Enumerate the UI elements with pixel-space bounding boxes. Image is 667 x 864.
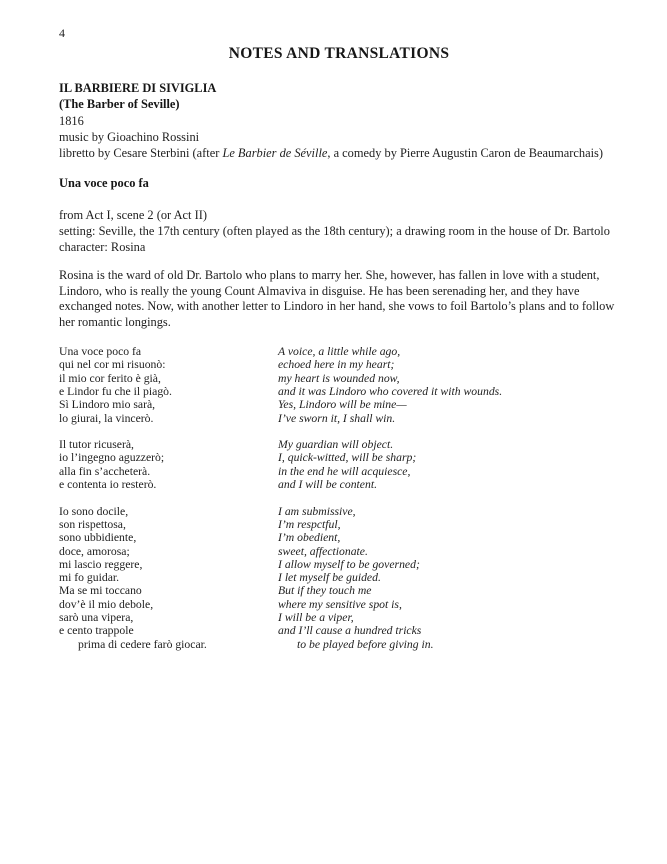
lyric-line-english: and I will be content. [278,478,378,492]
aria-character-line: character: Rosina [59,240,146,255]
lyric-line-english: I am submissive, [278,504,356,518]
lyric-line-english: I’m respctful, [278,517,341,531]
stanza-english-translation-column [278,505,434,651]
page-title: NOTES AND TRANSLATIONS [228,45,450,62]
lyric-line-english: in the end he will acquiesce, [278,464,411,478]
stanza-italian-column [59,345,278,425]
lyric-line-english: But if they touch me [278,584,372,598]
lyric-line-english: I will be a viper, [278,611,354,625]
lyric-line-english: I let myself be guided. [278,571,381,585]
work-libretto-credit [59,145,619,161]
aria-details-block [59,207,619,255]
lyric-line-english: where my sensitive spot is, [278,597,402,611]
lyric-stanza [59,505,619,651]
lyric-line-italian: e cento trappole [59,624,134,638]
lyric-line-italian: mi fo guidar. [59,571,120,585]
libretto-credit-prefix: libretto by Cesare Sterbini (after [59,146,223,161]
work-year: 1816 [59,113,84,128]
lyric-line-italian: son rispettosa, [59,517,126,531]
lyric-line-italian: Ma se mi toccano [59,584,142,598]
lyric-line-english: I allow myself to be governed; [278,557,420,571]
lyric-stanza [59,438,619,491]
stanza-english-translation-column [278,345,502,425]
lyrics-translation-block [59,345,619,651]
work-heading-block [59,80,619,161]
lyric-line-english: echoed here in my heart; [278,358,395,372]
lyric-line-italian: alla fin s’accheterà. [59,464,151,478]
lyric-line-italian: doce, amorosa; [59,544,130,558]
aria-setting-line: setting: Seville, the 17th century (often played as the 18th century); a drawing room in the house of Dr. Bartolo [59,224,610,239]
lyric-line-italian: e contenta io resterò. [59,478,157,492]
lyric-line-english: I’m obedient, [278,531,341,545]
lyric-line-english: I, quick-witted, will be sharp; [278,451,417,465]
lyric-line-italian: lo giurai, la vincerò. [59,411,154,425]
lyric-line-italian: Il tutor ricuserà, [59,438,134,452]
lyric-line-english: and I’ll cause a hundred tricks [278,624,422,638]
lyric-line-english: and it was Lindoro who covered it with wounds. [278,385,503,398]
lyric-line-italian: e Lindor fu che il piagò. [59,385,172,398]
aria-synopsis: Rosina is the ward of old Dr. Bartolo who plans to marry her. She, however, has fallen in love with a student, Lindoro, who is really the young Count Almaviva in disguise. He has been serenading her, and they have exchanged notes. Now, with another letter to Lindoro in her hand, she vows to foil Bartolo’s plans and to follow her romantic longings. [59,268,615,329]
aria-title: Una voce poco fa [59,176,149,191]
lyric-line-italian: dov’è il mio debole, [59,597,154,611]
stanza-english-translation-column [278,438,416,491]
lyric-line-italian: mi lascio reggere, [59,557,143,571]
lyric-line-italian: prima di cedere farò giocar. [78,637,207,651]
lyric-line-italian: Sì Lindoro mio sarà, [59,398,156,412]
work-title-italian: IL BARBIERE DI SIVIGLIA [59,81,217,95]
stanza-italian-column [59,438,278,491]
lyric-line-english: to be played before giving in. [297,637,434,651]
aria-source-line: from Act I, scene 2 (or Act II) [59,208,207,223]
stanza-italian-column [59,505,278,651]
lyric-line-italian: Io sono docile, [59,504,129,518]
lyric-line-italian: sono ubbidiente, [59,531,137,545]
lyric-line-italian: io l’ingegno aguzzerò; [59,451,165,465]
libretto-credit-suffix: , a comedy by Pierre Augustin Caron de Beaumarchais) [327,146,604,161]
lyric-line-english: my heart is wounded now, [278,371,400,385]
work-title-english: (The Barber of Seville) [59,97,180,112]
libretto-source-title: Le Barbier de Séville [222,146,328,161]
lyric-line-english: Yes, Lindoro will be mine— [278,398,407,412]
lyric-line-english: I’ve sworn it, I shall win. [278,411,396,425]
lyric-line-english: A voice, a little while ago, [278,345,401,359]
lyric-line-italian: sarò una vipera, [59,611,134,625]
page-number: 4 [59,26,65,40]
lyric-line-english: My guardian will object. [278,438,394,452]
lyric-line-italian: il mio cor ferito è già, [59,371,161,385]
lyric-line-english: sweet, affectionate. [278,544,368,558]
lyric-line-italian: qui nel cor mi risuonò: [59,358,166,372]
lyric-line-italian: Una voce poco fa [59,345,142,359]
lyric-stanza [59,345,619,425]
work-music-credit: music by Gioachino Rossini [59,129,200,144]
